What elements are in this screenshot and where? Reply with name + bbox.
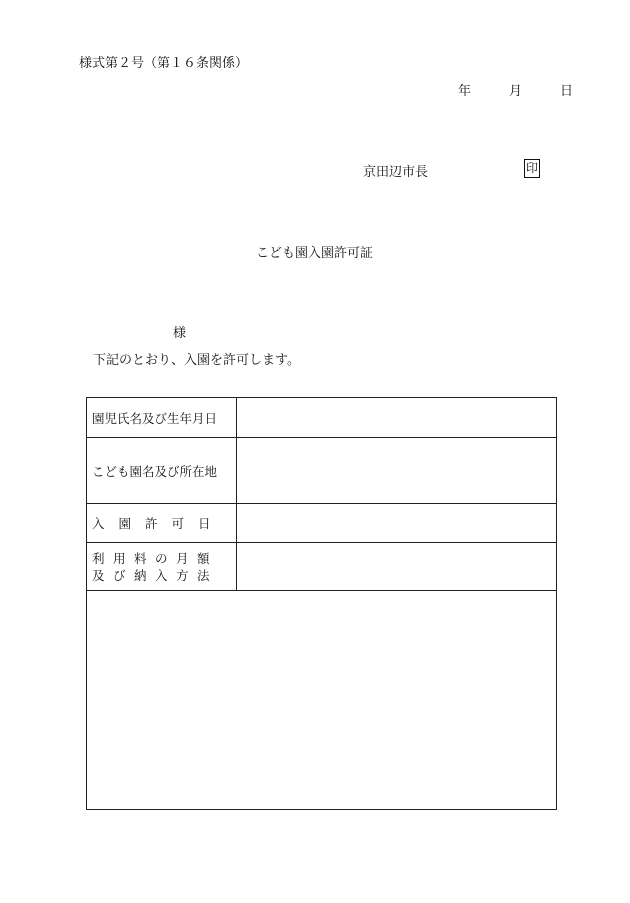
field-school[interactable] <box>237 438 556 503</box>
date-year-label: 年 <box>458 84 472 99</box>
row-label-child-name: 園児氏名及び生年月日 <box>87 398 237 437</box>
date-line <box>458 80 573 99</box>
row-label-fee-line2: 及び納入方法 <box>92 567 219 583</box>
date-day-label: 日 <box>560 84 574 99</box>
intro-text: 下記のとおり、入園を許可します。 <box>93 353 300 368</box>
field-fee[interactable] <box>237 543 556 590</box>
seal-mark: 印 <box>524 159 540 178</box>
table-row-fee <box>87 543 556 591</box>
date-month-label: 月 <box>509 84 523 99</box>
addressee-suffix: 様 <box>173 326 187 341</box>
document-title: こども園入園許可証 <box>256 246 374 261</box>
form-number: 様式第２号（第１６条関係） <box>79 56 249 71</box>
permit-table <box>86 397 557 810</box>
row-label-fee-line1: 利用料の月額 <box>92 550 219 566</box>
issuer-title: 京田辺市長 <box>363 165 429 180</box>
table-row-admission-date <box>87 504 556 543</box>
row-label-school: こども園名及び所在地 <box>87 438 237 503</box>
field-child-name[interactable] <box>237 398 556 437</box>
table-row-school <box>87 438 556 504</box>
table-row-child-name <box>87 398 556 438</box>
remarks-area[interactable] <box>87 591 556 809</box>
field-admission-date[interactable] <box>237 504 556 542</box>
row-label-admission-date: 入園許可日 <box>87 504 237 542</box>
row-label-fee <box>87 543 237 590</box>
